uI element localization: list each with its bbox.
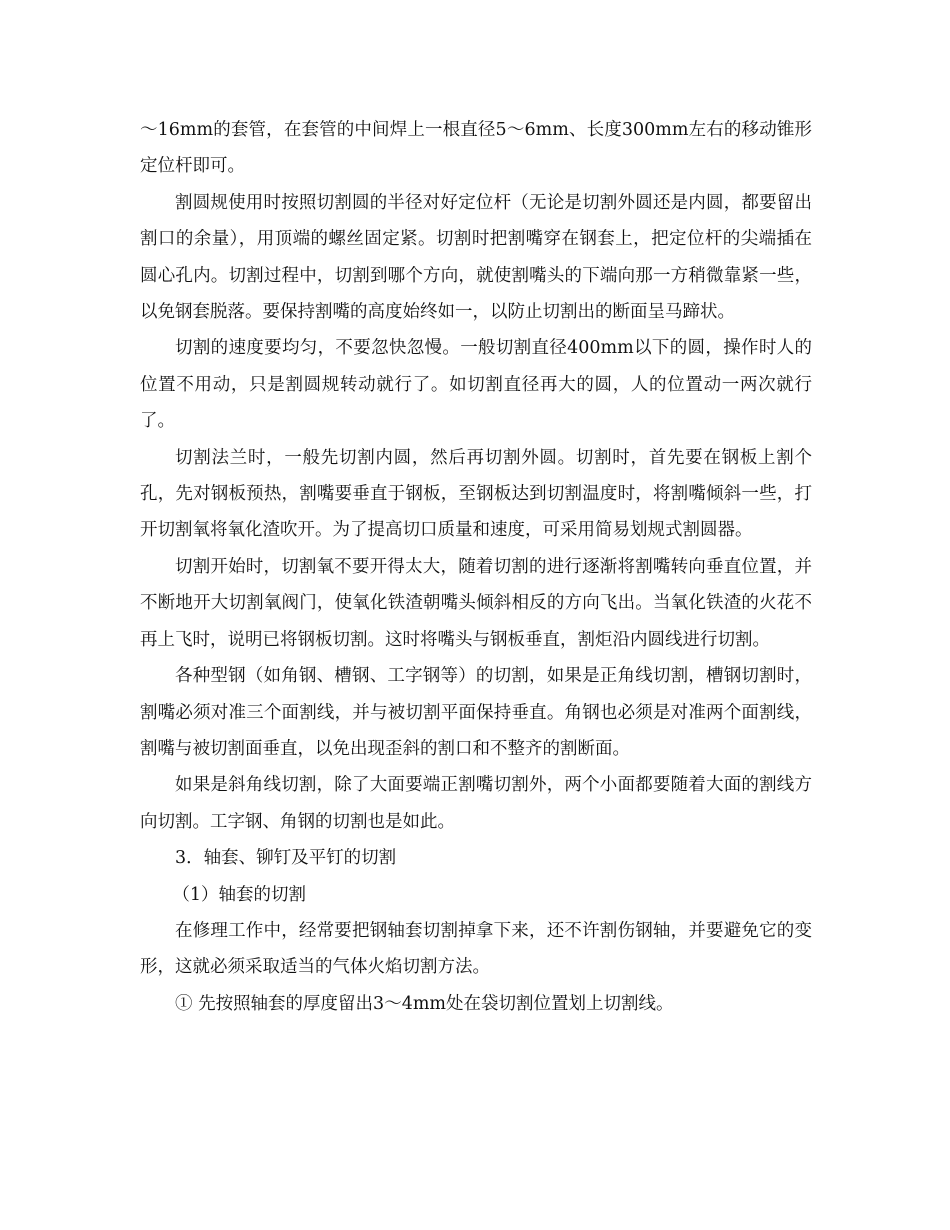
paragraph-cutting-speed: 切割的速度要均匀，不要忽快忽慢。一般切割直径400mm以下的圆，操作时人的位置不用动，只是割圆规转动就行了。如切割直径再大的圆，人的位置动一两次就行了。 <box>140 338 812 432</box>
paragraph-section-steel: 各种型钢（如角钢、槽钢、工字钢等）的切割，如果是正角线切割，槽钢切割时，割嘴必须对准三个面割线，并与被切割平面保持垂直。角钢也必须是对准两个面割线，割嘴与被切割面垂直，以免出现歪斜的割口和不整齐的割断面。 <box>140 666 812 759</box>
paragraph-bushing-repair: 在修理工作中，经常要把钢轴套切割掉拿下来，还不许割伤钢轴，并要避免它的变形，这就必须采取适当的气体火焰切割方法。 <box>140 920 812 978</box>
paragraph-bevel-cutting: 如果是斜角线切割，除了大面要端正割嘴切割外，两个小面都要随着大面的割线方向切割。工字钢、角钢的切割也是如此。 <box>140 775 812 832</box>
paragraph-cutting-start: 切割开始时，切割氧不要开得太大，随着切割的进行逐渐将割嘴转向垂直位置，并不断地开大切割氧阀门，使氧化铁渣朝嘴头倾斜相反的方向飞出。当氧化铁渣的火花不再上飞时，说明已将钢板切割。这时将嘴头与钢板垂直，割炬沿内圆线进行切割。 <box>140 556 812 650</box>
paragraph-flange-cutting: 切割法兰时，一般先切割内圆，然后再切割外圆。切割时，首先要在钢板上割个孔，先对钢板预热，割嘴要垂直于钢板，至钢板达到切割温度时，将割嘴倾斜一些，打开切割氧将氧化渣吹开。为了提高切口质量和速度，可采用简易划规式割圆器。 <box>140 447 812 541</box>
subsection-heading-1: （1）轴套的切割 <box>172 884 307 905</box>
section-heading-3: 3．轴套、铆钉及平钉的切割 <box>175 848 397 869</box>
paragraph-step-1: ① 先按照轴套的厚度留出3～4mm处在袋切割位置划上切割线。 <box>175 993 674 1014</box>
document-body <box>140 112 812 1022</box>
paragraph-continuation: ～16mm的套管，在套管的中间焊上一根直径5～6mm、长度300mm左右的移动锥形定位杆即可。 <box>140 120 812 177</box>
paragraph-circle-cutter-usage: 割圆规使用时按照切割圆的半径对好定位杆（无论是切割外圆还是内圆，都要留出割口的余量），用顶端的螺丝固定紧。切割时把割嘴穿在钢套上，把定位杆的尖端插在圆心孔内。切割过程中，切割到哪个方向，就使割嘴头的下端向那一方稍微靠紧一些，以免钢套脱落。要保持割嘴的高度始终如一，以防止切割出的断面呈马蹄状。 <box>140 192 812 323</box>
